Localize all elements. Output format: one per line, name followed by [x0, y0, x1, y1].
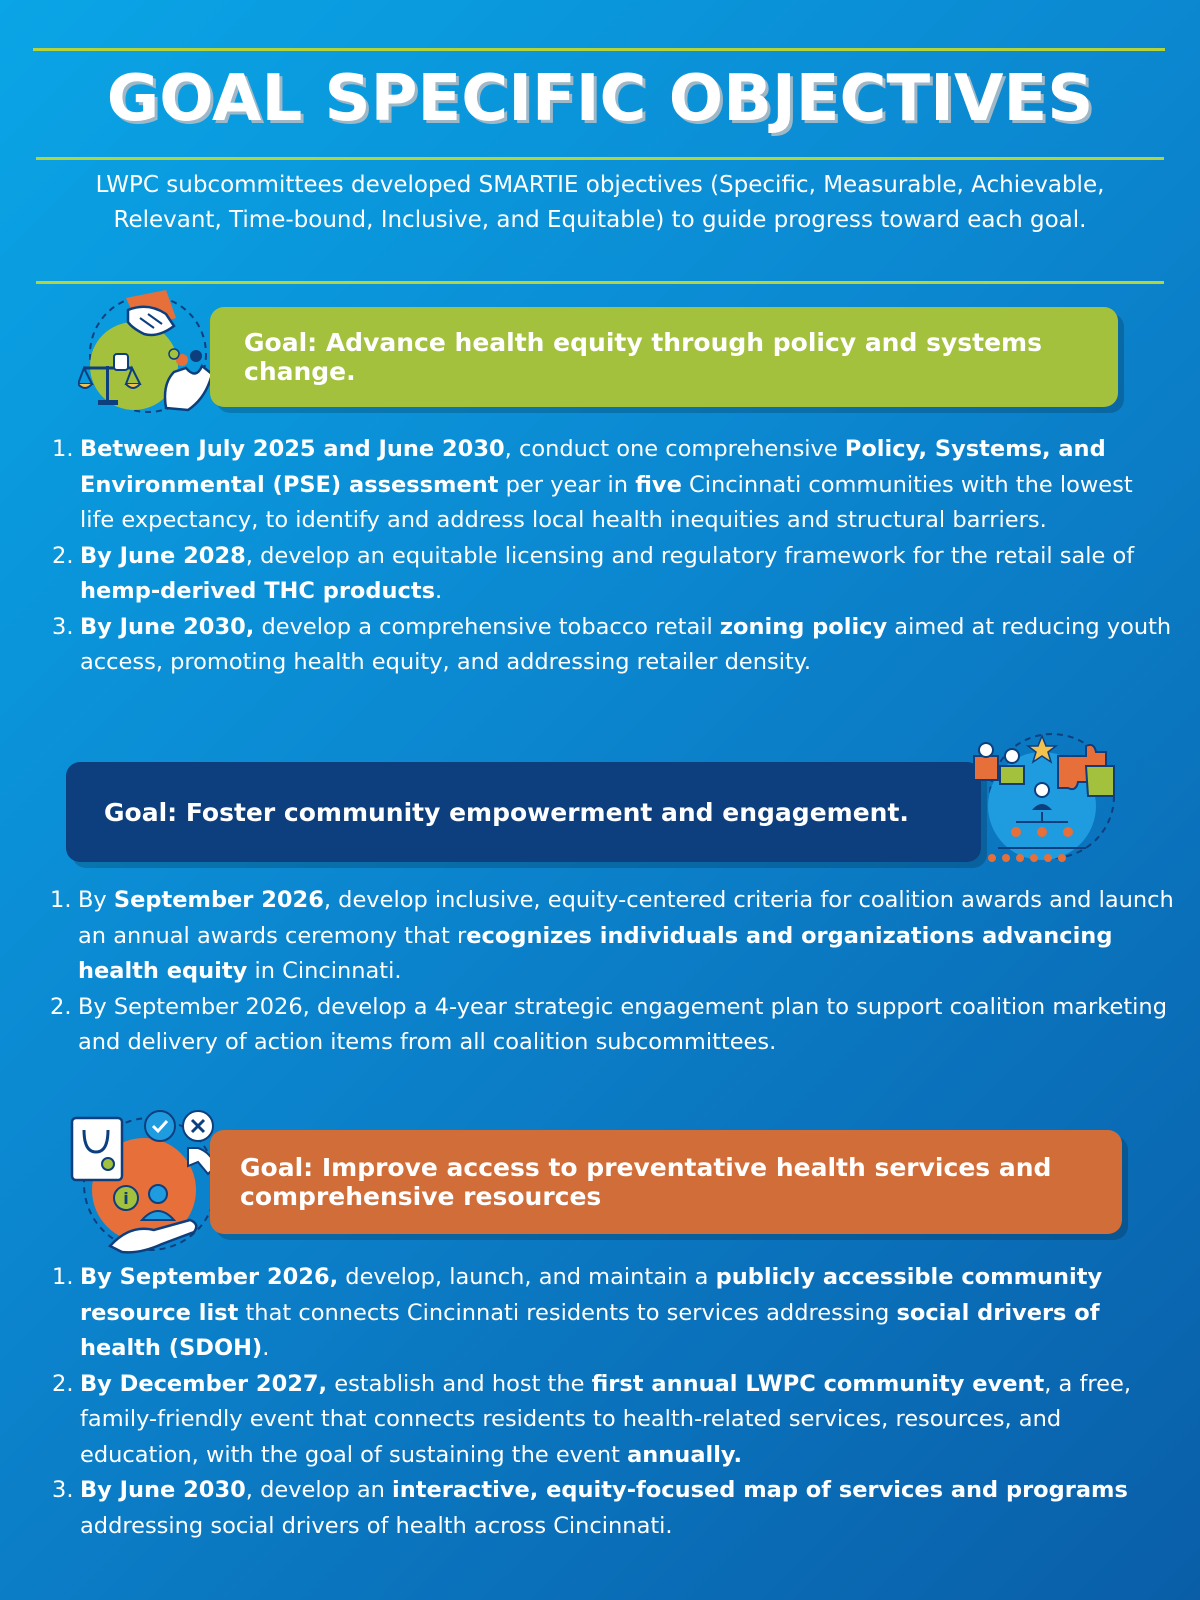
objective-text: addressing social drivers of health across Cincinnati.	[80, 1512, 673, 1539]
objective-number: 1.	[52, 436, 74, 462]
objective-text-bold: By December 2027,	[80, 1370, 328, 1397]
objective-text-bold: September 2026	[113, 887, 324, 913]
health-services-hand-icon	[70, 1108, 220, 1258]
objective-item	[52, 1367, 1172, 1474]
objective-number: 2.	[52, 542, 74, 569]
objective-text-bold: Between July 2025 and June 2030	[80, 436, 505, 462]
objective-item	[52, 610, 1172, 681]
objective-text: By	[78, 887, 114, 913]
objective-text-bold: publicly accessible community resource list	[80, 1264, 1103, 1326]
objective-text-bold: interactive, equity-focused map of services and programs	[392, 1477, 1128, 1503]
objective-number: 1.	[52, 1264, 74, 1290]
objective-item	[52, 1473, 1172, 1544]
objective-text: in Cincinnati.	[247, 958, 402, 984]
objective-text: .	[262, 1335, 270, 1361]
goal-banner-health-equity	[210, 307, 1118, 407]
objectives-list-goal-1	[52, 432, 1172, 681]
objective-text: By September 2026, develop a 4-year strategic engagement plan to support coalition marketing and delivery of action items from all coalition subcommittees.	[78, 993, 1167, 1055]
goal-title: Goal: Advance health equity through policy and systems change.	[244, 328, 1042, 386]
objective-text-bold: By June 2028	[80, 542, 246, 569]
objective-text: develop a comprehensive tobacco retail	[254, 613, 720, 640]
objective-text-bold: social drivers of health (SDOH)	[80, 1299, 1100, 1361]
objective-item	[52, 539, 1172, 610]
objective-text: aimed at reducing youth access, promoting health equity, and addressing retailer density.	[80, 613, 1172, 675]
objective-text-bold: ecognizes individuals and organizations advancing health equity	[78, 922, 1113, 984]
objective-text-bold: five	[635, 471, 682, 498]
objective-text-bold: By September 2026,	[80, 1264, 339, 1290]
objective-number: 2.	[52, 1370, 74, 1397]
objective-text: , develop inclusive, equity-centered criteria for coalition awards and launch an annual awards ceremony that r	[78, 887, 1174, 949]
intro-underline-rule	[36, 281, 1164, 284]
objective-item	[50, 883, 1175, 990]
objective-text: Cincinnati communities with the lowest life expectancy, to identify and address local health inequities and structural barriers.	[80, 471, 1133, 533]
objective-text-bold: Policy, Systems, and Environmental (PSE) assessment	[80, 436, 1106, 498]
objective-text-bold: annually.	[627, 1441, 743, 1468]
objective-text: develop, launch, and maintain a	[338, 1264, 716, 1290]
objective-number: 1.	[50, 887, 72, 913]
svg-text:i: i	[123, 1189, 129, 1208]
objective-text-bold: By June 2030	[80, 1477, 246, 1503]
objective-text: .	[435, 578, 443, 604]
community-puzzle-network-icon	[968, 726, 1128, 876]
page-title: GOAL SPECIFIC OBJECTIVES	[106, 62, 1094, 136]
objective-text-bold: By June 2030,	[80, 613, 255, 640]
objective-text: , develop an	[245, 1477, 393, 1503]
goal-title: Goal: Improve access to preventative health services and comprehensive resources	[240, 1153, 1052, 1211]
objective-text-bold: first annual LWPC community event	[591, 1370, 1045, 1397]
objectives-list-goal-3	[52, 1260, 1172, 1544]
objective-number: 2.	[50, 993, 72, 1020]
objective-text-bold: hemp-derived THC products	[80, 578, 436, 604]
objective-number: 3.	[52, 1477, 74, 1503]
objective-text: establish and host the	[327, 1370, 592, 1397]
objective-text: per year in	[498, 471, 636, 498]
objective-text: that connects Cincinnati residents to services addressing	[238, 1299, 897, 1326]
title-underline-rule	[36, 157, 1164, 160]
handshake-justice-scale-icon	[78, 288, 218, 418]
objectives-list-goal-2	[50, 883, 1175, 1061]
objective-text: , a free, family-friendly event that connects residents to health-related services, resources, and education, with the goal of sustaining the event	[80, 1370, 1132, 1468]
top-rule	[33, 48, 1165, 51]
objective-text-bold: zoning policy	[719, 613, 888, 640]
objective-item	[52, 1260, 1172, 1367]
objective-item	[50, 990, 1175, 1061]
objective-text: , develop an equitable licensing and regulatory framework for the retail sale of	[245, 542, 1135, 569]
goal-title: Goal: Foster community empowerment and engagement.	[104, 797, 909, 827]
objective-item	[52, 432, 1172, 539]
goal-banner-preventative-health	[210, 1130, 1122, 1234]
objective-text: , conduct one comprehensive	[504, 436, 845, 462]
objective-number: 3.	[52, 613, 74, 640]
intro-paragraph: LWPC subcommittees developed SMARTIE objectives (Specific, Measurable, Achievable, Relevant, Time-bound, Inclusive, and Equitable) to guide progress toward each goal.	[95, 172, 1105, 233]
goal-banner-community-empowerment	[66, 762, 981, 862]
